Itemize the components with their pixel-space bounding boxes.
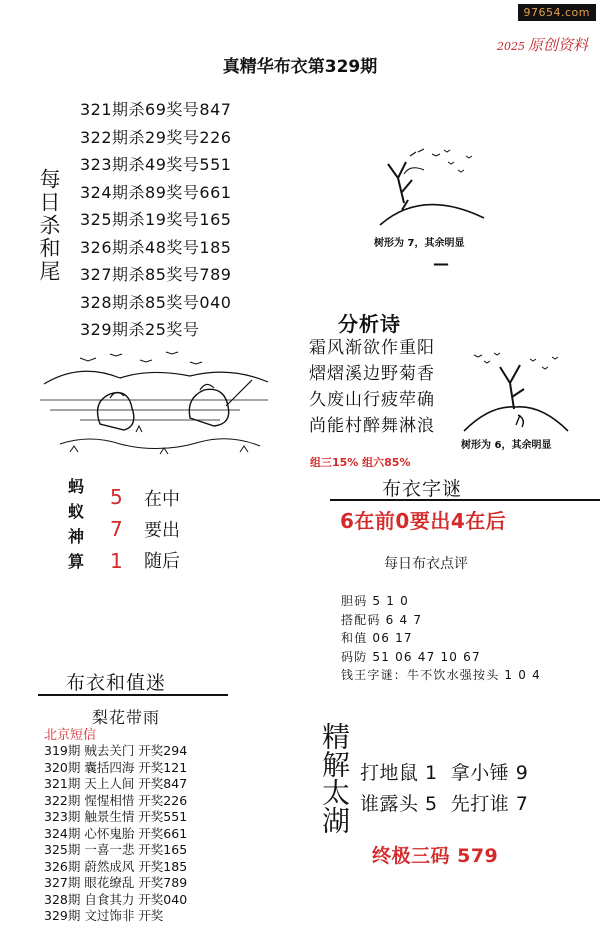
tree-dash: — [433,254,449,273]
group-ratio: 组三15% 组六85% [310,456,411,469]
jingjie-line: 打地鼠 1 拿小锤 9 [360,762,529,784]
jingjie-lines [360,758,528,820]
riddle-title: 布衣字谜 [382,478,463,500]
kill-list-item: 321期杀69奖号847 [80,100,232,119]
landscape-sketch [40,348,270,460]
kill-list-item: 323期杀49奖号551 [80,155,232,174]
jingjie-line: 谁露头 5 先打谁 7 [360,793,529,815]
period-row: 319期 贼去关门 开奖294 [44,743,188,758]
jingjie-label: 精解太湖 [318,722,351,834]
period-row: 326期 蔚然成风 开奖185 [44,858,188,874]
tree-caption-2: 树形为 6，其余明显 [461,440,552,451]
daily-line: 胆码 5 1 0 [341,594,409,608]
kill-list-item: 329期杀25奖号 [80,320,200,339]
poem-line: 尚能村醉舞淋浪 [309,416,435,436]
ant-words [144,484,180,577]
ant-word: 在中 [144,489,180,510]
ant-number: 1 [110,549,123,573]
ant-number: 5 [110,485,123,509]
daily-line: 码防 51 06 47 10 67 [341,649,481,664]
period-row: 328期 自食其力 开奖040 [44,891,188,907]
poem-line: 久废山行疲荦确 [309,390,435,410]
riddle-underline [330,499,600,501]
kill-list-item: 322期杀29奖号226 [80,127,232,147]
period-row: 327期 眼花缭乱 开奖789 [44,875,188,890]
sidebar-label: 每日杀和尾 [37,168,61,283]
period-row: 321期 天上人间 开奖847 [44,776,188,791]
sum-riddle-subtitle: 梨花带雨 [92,708,161,727]
daily-line: 和值 06 17 [341,631,413,645]
poem-line: 熠熠溪边野菊香 [309,364,435,384]
ant-numbers [110,481,123,577]
daily-review [341,592,541,685]
tree-caption-1: 树形为 7，其余明显 [374,238,465,249]
page-title: 真精华布衣第329期 [222,57,378,77]
site-watermark: 97654.com [518,4,596,21]
kill-list-item: 324期杀89奖号661 [80,182,232,202]
ant-word: 随后 [144,551,180,572]
final-three-codes: 终极三码 579 [372,845,499,867]
riddle-answer: 6在前0要出4在后 [340,509,507,533]
period-row: 322期 惺惺相惜 开奖226 [44,792,188,808]
period-row: 324期 心怀鬼胎 开奖661 [44,825,188,841]
daily-review-title: 每日布衣点评 [384,556,468,572]
tree-illustration-2 [460,345,572,435]
ant-number: 7 [110,517,123,541]
period-list [44,743,187,925]
brand-label: 原创资料 [527,36,588,54]
period-row: 323期 触景生情 开奖551 [44,809,188,824]
poem-body [309,335,435,439]
sum-riddle-title: 布衣和值迷 [66,672,167,694]
period-row: 325期 一喜一悲 开奖165 [44,842,188,857]
ant-word: 要出 [144,520,180,541]
source-label: 北京短信 [44,728,97,743]
tree-illustration-1 [372,140,492,235]
daily-line: 钱王字谜：牛不饮水强按头 1 0 4 [341,668,541,682]
poem-title: 分析诗 [338,312,401,336]
poem-line: 霜风渐欲作重阳 [309,338,435,358]
period-row: 329期 文过饰非 开奖 [44,908,164,923]
ant-label: 蚂蚁神算 [68,477,85,571]
daily-line: 搭配码 6 4 7 [341,612,423,627]
brand-year: 2025 [496,40,525,53]
sum-riddle-underline [38,694,228,696]
kill-list-item: 328期杀85奖号040 [80,292,232,312]
kill-list [80,96,231,344]
kill-list-item: 326期杀48奖号185 [80,237,232,257]
kill-list-item: 325期杀19奖号165 [80,210,232,229]
period-row: 320期 囊括四海 开奖121 [44,759,188,775]
kill-list-item: 327期杀85奖号789 [80,265,232,284]
